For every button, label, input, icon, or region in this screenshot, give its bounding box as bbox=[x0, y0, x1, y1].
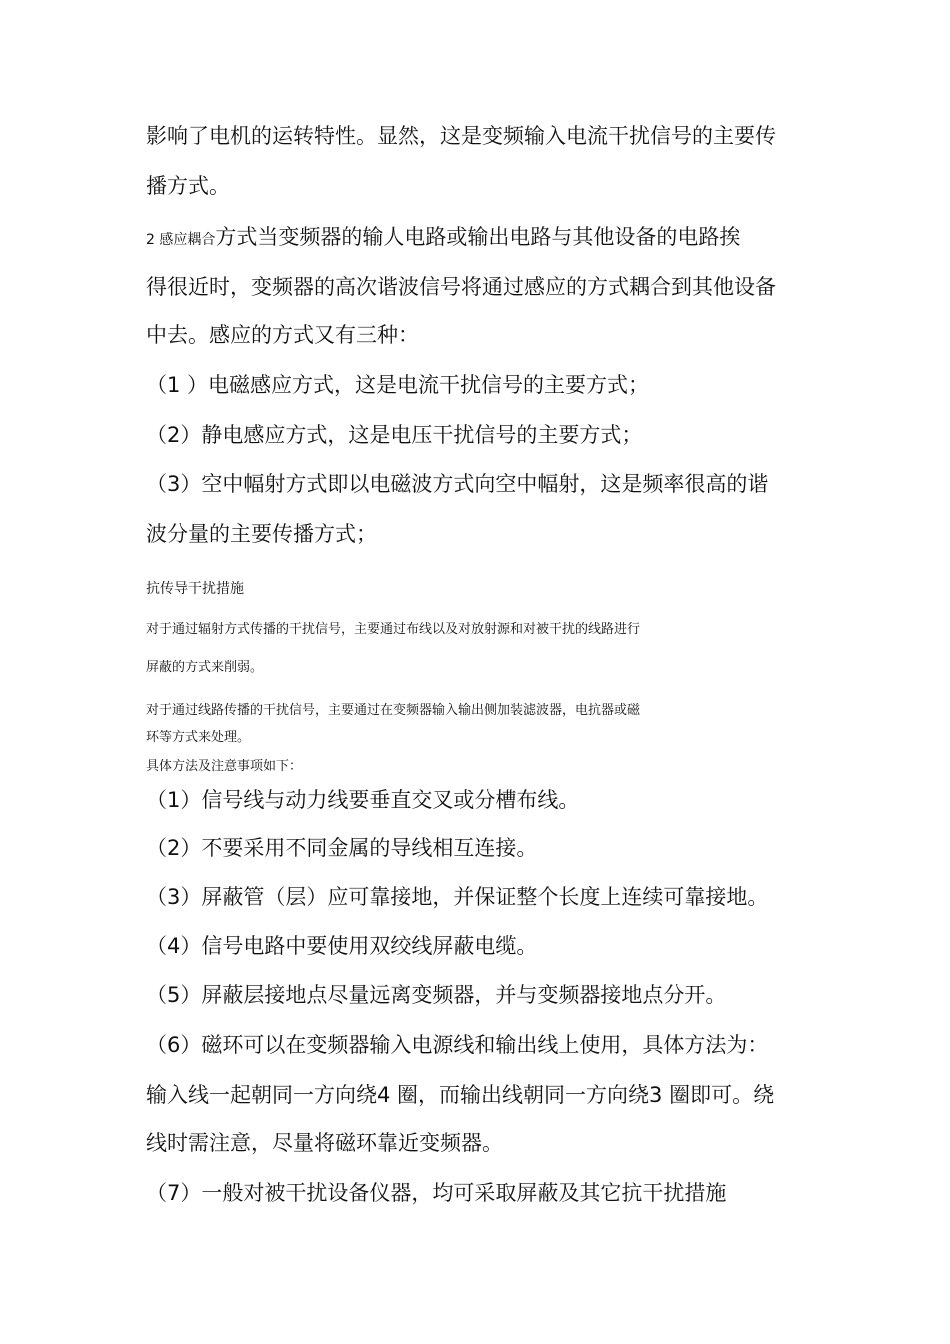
paragraph-line: 影响了电机的运转特性。显然，这是变频输入电流干扰信号的主要传 bbox=[146, 124, 776, 148]
list-item: （5）屏蔽层接地点尽量远离变频器，并与变频器接地点分开。 bbox=[146, 983, 727, 1007]
list-item: （1）信号线与动力线要垂直交叉或分槽布线。 bbox=[146, 788, 580, 812]
list-item: （7）一般对被干扰设备仪器，均可采取屏蔽及其它抗干扰措施 bbox=[146, 1181, 727, 1205]
list-item: （1 ）电磁感应方式，这是电流干扰信号的主要方式； bbox=[146, 373, 650, 397]
paragraph-line: 具体方法及注意事项如下： bbox=[146, 759, 303, 774]
paragraph-line: 对于通过线路传播的干扰信号，主要通过在变频器输入输出侧加装滤波器，电抗器或磁 bbox=[146, 703, 641, 718]
paragraph-line: 中去。感应的方式又有三种： bbox=[146, 323, 419, 347]
paragraph-line: 方式当变频器的输人电路或输出电路与其他设备的电路挨 bbox=[215, 225, 741, 249]
paragraph-line: 输入线一起朝同一方向绕4 圈，而输出线朝同一方向绕3 圈即可。绕 bbox=[146, 1083, 775, 1107]
list-item: 波分量的主要传播方式； bbox=[146, 522, 377, 546]
list-item: （2）不要采用不同金属的导线相互连接。 bbox=[146, 836, 538, 860]
section-heading-line bbox=[146, 227, 740, 248]
list-item: （3）屏蔽管（层）应可靠接地，并保证整个长度上连续可靠接地。 bbox=[146, 885, 769, 909]
paragraph-line: 得很近时，变频器的高次谐波信号将通过感应的方式耦合到其他设备 bbox=[146, 275, 776, 299]
list-item: （3）空中幅射方式即以电磁波方式向空中幅射，这是频率很高的谐 bbox=[146, 472, 769, 496]
list-item: （2）静电感应方式，这是电压干扰信号的主要方式； bbox=[146, 423, 643, 447]
list-item: （6）磁环可以在变频器输入电源线和输出线上使用，具体方法为： bbox=[146, 1033, 769, 1057]
paragraph-line: 对于通过辐射方式传播的干扰信号，主要通过布线以及对放射源和对被干扰的线路进行 bbox=[146, 622, 641, 637]
subheading: 抗传导干扰措施 bbox=[146, 581, 244, 597]
list-item: （4）信号电路中要使用双绞线屏蔽电缆。 bbox=[146, 934, 538, 958]
paragraph-line: 线时需注意，尽量将磁环靠近变频器。 bbox=[146, 1131, 503, 1155]
paragraph-line: 播方式。 bbox=[146, 174, 230, 198]
section-heading: 2 感应耦合 bbox=[146, 232, 216, 248]
paragraph-line: 屏蔽的方式来削弱。 bbox=[146, 660, 264, 675]
paragraph-line: 环等方式来处理。 bbox=[146, 730, 251, 745]
